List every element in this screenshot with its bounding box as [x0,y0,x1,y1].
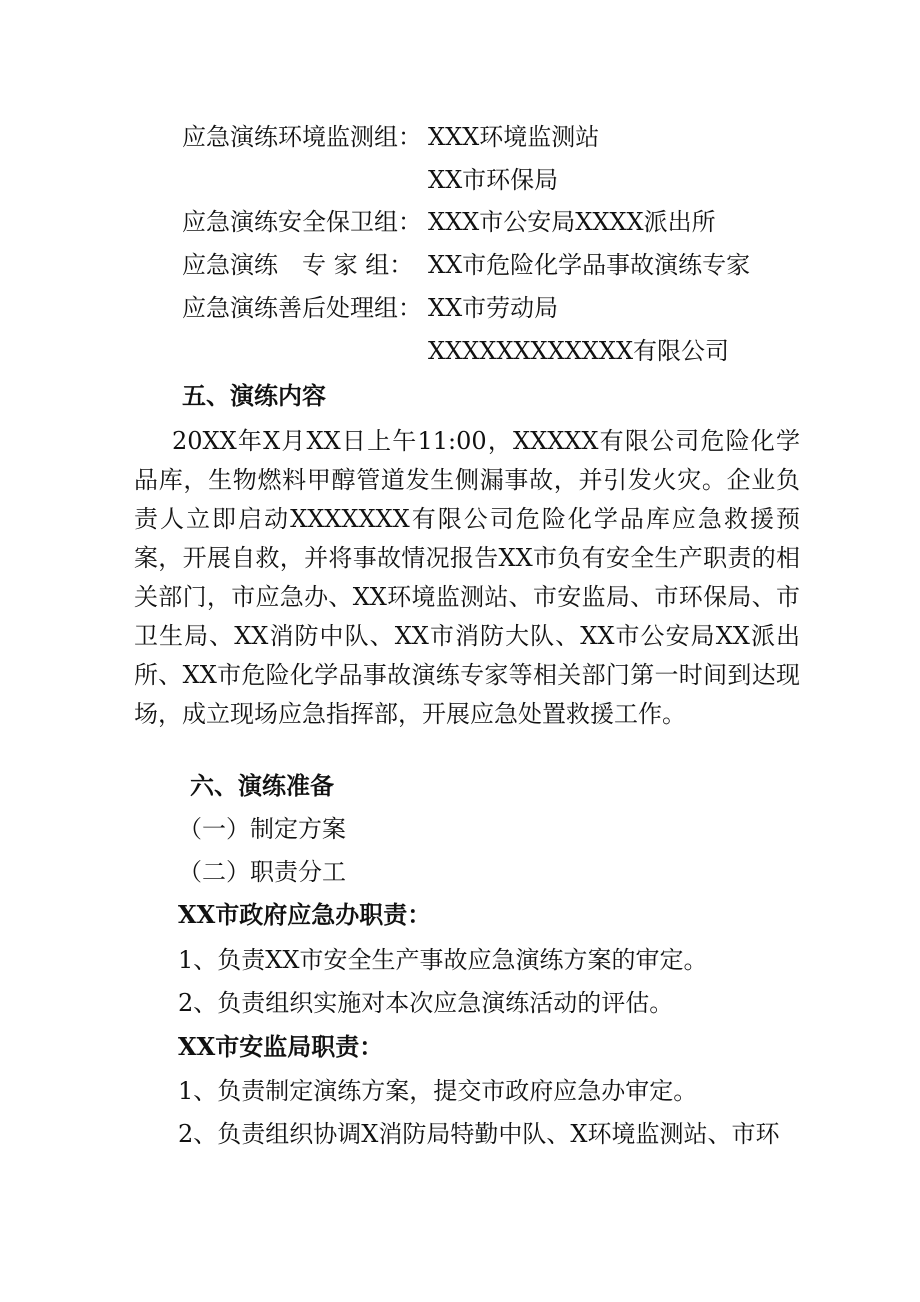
section5-heading: 五、演练内容 [182,381,326,410]
aftercare-value-1: XX市劳动局 [428,294,559,322]
safety-bureau-heading: XX市安监局职责： [178,1032,384,1061]
section5-body: 20XX年X月XX日上午11:00，XXXXX有限公司危险化学品库，生物燃料甲醇管道发生侧漏事故，并引发火灾。企业负责人立即启动XXXXXXX有限公司危险化学品库应急救援预案，开展自救，并将事故情况报告XX市负有安全生产职责的相关部门，市应急办、XX环境监测站、市安监局、市环保局、市卫生局、XX消防中队、XX市消防大队、XX市公安局XX派出所、XX市危险化学品事故演练专家等相关部门第一时间到达现场，成立现场应急指挥部，开展应急处置救援工作。 [134,427,800,728]
aftercare-value-2: XXXXXXXXXXXX有限公司 [428,337,730,365]
expert-value: XX市危险化学品事故演练专家 [428,251,751,279]
env-monitor-label: 应急演练环境监测组： [182,123,422,151]
gov-office-item-2: 2、负责组织实施对本次应急演练活动的评估。 [178,989,674,1017]
subsection-2: （二）职责分工 [178,858,346,886]
safety-bureau-item-2: 2、负责组织协调X消防局特勤中队、X环境监测站、市环 [178,1120,780,1148]
gov-office-heading: XX市政府应急办职责： [178,900,432,929]
safety-bureau-item-1: 1、负责制定演练方案，提交市政府应急办审定。 [178,1077,698,1105]
section6-heading: 六、演练准备 [190,771,334,800]
expert-label: 应急演练 专 家 组： [182,251,414,279]
security-label: 应急演练安全保卫组： [182,208,422,236]
aftercare-label: 应急演练善后处理组： [182,294,422,322]
env-monitor-value-2: XX市环保局 [428,166,559,194]
gov-office-item-1: 1、负责XX市安全生产事故应急演练方案的审定。 [178,946,708,974]
subsection-1: （一）制定方案 [178,815,346,843]
env-monitor-value-1: XXX环境监测站 [428,123,600,151]
security-value: XXX市公安局XXXX派出所 [428,208,716,236]
